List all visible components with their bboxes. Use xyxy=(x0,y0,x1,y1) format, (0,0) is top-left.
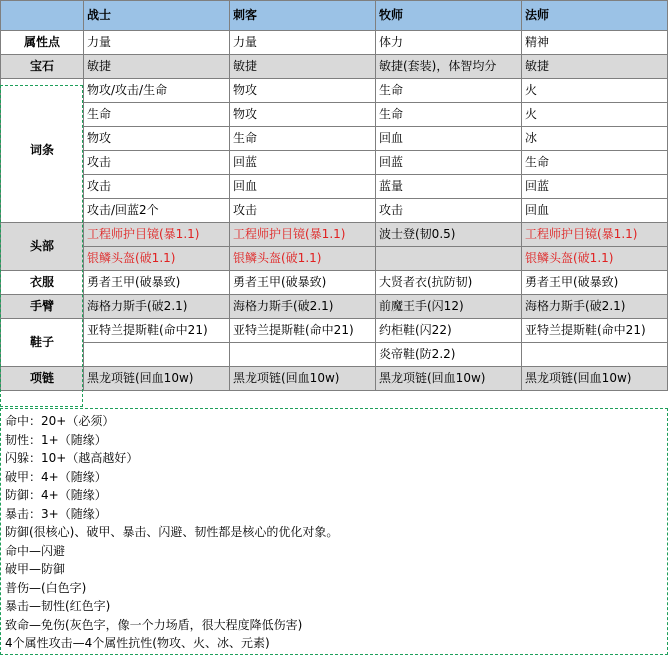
cell[interactable]: 敏捷 xyxy=(230,55,376,79)
cell[interactable]: 物攻/攻击/生命 xyxy=(84,79,230,103)
cell[interactable]: 力量 xyxy=(230,31,376,55)
note-line: 暴击—韧性(红色字) xyxy=(5,599,111,613)
row-arm xyxy=(1,295,668,319)
row-gem xyxy=(1,55,668,79)
cell[interactable]: 银鳞头盔(破1.1) xyxy=(230,247,376,271)
cell[interactable]: 物攻 xyxy=(230,103,376,127)
note-line: 命中—闪避 xyxy=(5,543,66,558)
cell[interactable]: 工程师护目镜(暴1.1) xyxy=(522,223,668,247)
row-affix-6 xyxy=(1,199,668,223)
row-label-clothes[interactable]: 衣服 xyxy=(1,271,84,295)
cell[interactable]: 亚特兰提斯鞋(命中21) xyxy=(522,319,668,343)
cell[interactable]: 生命 xyxy=(376,103,522,127)
cell[interactable]: 海格力斯手(破2.1) xyxy=(84,295,230,319)
row-label-arm[interactable]: 手臂 xyxy=(1,295,84,319)
cell[interactable]: 敏捷(套装)，体智均分 xyxy=(376,55,522,79)
cell[interactable]: 前魔王手(闪12) xyxy=(376,295,522,319)
cell[interactable]: 物攻 xyxy=(84,127,230,151)
row-affix-4 xyxy=(1,151,668,175)
cell[interactable]: 攻击 xyxy=(376,199,522,223)
note-line: 破甲：4+（随缘） xyxy=(5,469,107,484)
note-line: 破甲—防御 xyxy=(5,562,66,576)
cell[interactable] xyxy=(230,343,376,367)
header-row xyxy=(1,1,668,31)
row-label-gem[interactable]: 宝石 xyxy=(1,55,84,79)
note-line: 闪躲：10+（越高越好） xyxy=(5,451,139,465)
cell[interactable]: 回血 xyxy=(376,127,522,151)
cell[interactable]: 火 xyxy=(522,79,668,103)
cell[interactable] xyxy=(84,343,230,367)
cell[interactable]: 攻击/回蓝2个 xyxy=(84,199,230,223)
cell[interactable]: 海格力斯手(破2.1) xyxy=(522,295,668,319)
cell[interactable]: 银鳞头盔(破1.1) xyxy=(522,247,668,271)
row-head-1 xyxy=(1,223,668,247)
row-head-2 xyxy=(1,247,668,271)
cell[interactable]: 波士登(韧0.5) xyxy=(376,223,522,247)
row-label-head[interactable]: 头部 xyxy=(1,223,84,271)
cell[interactable]: 勇者王甲(破暴致) xyxy=(84,271,230,295)
cell[interactable]: 银鳞头盔(破1.1) xyxy=(84,247,230,271)
cell[interactable]: 回蓝 xyxy=(522,175,668,199)
note-line: 普伤—(白色字) xyxy=(5,580,87,595)
cell[interactable]: 攻击 xyxy=(84,175,230,199)
cell[interactable]: 火 xyxy=(522,103,668,127)
row-shoes-2 xyxy=(1,343,668,367)
cell[interactable]: 海格力斯手(破2.1) xyxy=(230,295,376,319)
cell[interactable]: 回蓝 xyxy=(230,151,376,175)
note-line: 命中：20+（必须） xyxy=(5,414,115,428)
row-label-affix[interactable]: 词条 xyxy=(1,79,84,223)
cell[interactable]: 攻击 xyxy=(84,151,230,175)
note-line: 4个属性攻击—4个属性抗性(物攻、火、冰、元素) xyxy=(5,636,270,650)
row-clothes xyxy=(1,271,668,295)
cell[interactable]: 约柜鞋(闪22) xyxy=(376,319,522,343)
col-header-mage[interactable]: 法师 xyxy=(522,1,668,31)
cell[interactable]: 敏捷 xyxy=(84,55,230,79)
note-line: 致命—免伤(灰色字，像一个力场盾，很大程度降低伤害) xyxy=(5,617,303,632)
cell[interactable]: 回血 xyxy=(230,175,376,199)
row-affix-5 xyxy=(1,175,668,199)
cell[interactable]: 勇者王甲(破暴致) xyxy=(230,271,376,295)
note-line: 防御：4+（随缘） xyxy=(5,488,107,502)
row-affix-1 xyxy=(1,79,668,103)
row-label-attr[interactable]: 属性点 xyxy=(1,31,84,55)
cell[interactable]: 勇者王甲(破暴致) xyxy=(522,271,668,295)
row-shoes-1 xyxy=(1,319,668,343)
cell[interactable]: 工程师护目镜(暴1.1) xyxy=(230,223,376,247)
cell[interactable]: 物攻 xyxy=(230,79,376,103)
row-affix-3 xyxy=(1,127,668,151)
cell[interactable]: 亚特兰提斯鞋(命中21) xyxy=(84,319,230,343)
cell[interactable]: 黑龙项链(回血10w) xyxy=(522,367,668,391)
cell[interactable]: 精神 xyxy=(522,31,668,55)
cell[interactable]: 黑龙项链(回血10w) xyxy=(376,367,522,391)
cell[interactable]: 蓝量 xyxy=(376,175,522,199)
cell[interactable]: 黑龙项链(回血10w) xyxy=(84,367,230,391)
cell[interactable]: 黑龙项链(回血10w) xyxy=(230,367,376,391)
cell[interactable]: 亚特兰提斯鞋(命中21) xyxy=(230,319,376,343)
cell[interactable]: 回血 xyxy=(522,199,668,223)
cell[interactable]: 炎帝鞋(防2.2) xyxy=(376,343,522,367)
row-label-shoes[interactable]: 鞋子 xyxy=(1,319,84,367)
cell[interactable]: 生命 xyxy=(522,151,668,175)
cell[interactable] xyxy=(522,343,668,367)
cell[interactable]: 体力 xyxy=(376,31,522,55)
row-label-necklace[interactable]: 项链 xyxy=(1,367,84,391)
cell[interactable]: 力量 xyxy=(84,31,230,55)
cell[interactable]: 敏捷 xyxy=(522,55,668,79)
note-line: 暴击：3+（随缘） xyxy=(5,506,107,521)
corner-cell[interactable] xyxy=(1,1,84,31)
cell[interactable]: 工程师护目镜(暴1.1) xyxy=(84,223,230,247)
notes-box[interactable] xyxy=(0,408,668,655)
note-line: 防御(很核心)、破甲、暴击、闪避、韧性都是核心的优化对象。 xyxy=(5,525,339,539)
row-affix-2 xyxy=(1,103,668,127)
cell[interactable]: 回蓝 xyxy=(376,151,522,175)
col-header-warrior[interactable]: 战士 xyxy=(84,1,230,31)
row-attr xyxy=(1,31,668,55)
cell[interactable]: 攻击 xyxy=(230,199,376,223)
cell[interactable]: 大贤者衣(抗防韧) xyxy=(376,271,522,295)
cell[interactable]: 冰 xyxy=(522,127,668,151)
row-necklace xyxy=(1,367,668,391)
col-header-assassin[interactable]: 刺客 xyxy=(230,1,376,31)
note-line: 韧性：1+（随缘） xyxy=(5,432,107,447)
cell[interactable]: 生命 xyxy=(84,103,230,127)
cell[interactable]: 生命 xyxy=(376,79,522,103)
col-header-priest[interactable]: 牧师 xyxy=(376,1,522,31)
cell[interactable]: 生命 xyxy=(230,127,376,151)
cell[interactable] xyxy=(376,247,522,271)
